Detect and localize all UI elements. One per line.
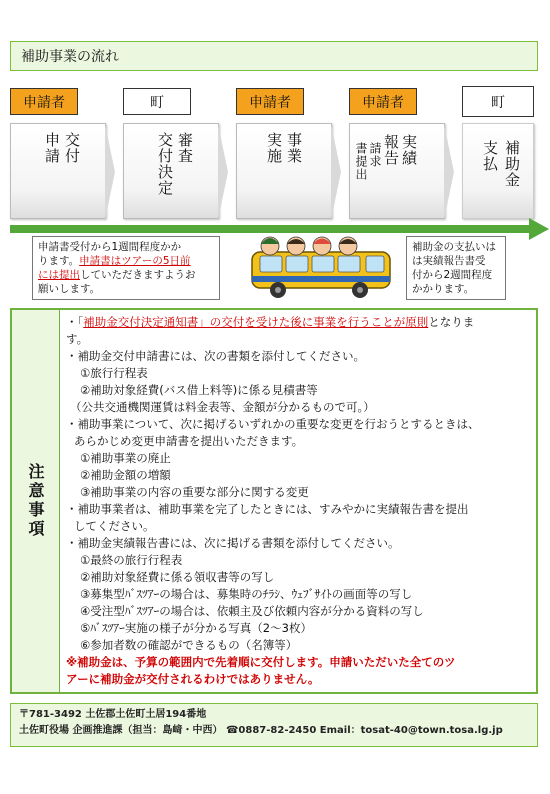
step-application-label-1: 交付 [63,132,81,164]
notice-p2-paren: （公共交通機関運賃は料金表等、金額が分かるもので可。） [70,400,375,414]
step-application-label-2: 申請 [43,132,61,164]
notice-p5-item-3: ③募集型ﾊﾞｽﾂｱｰの場合は、募集時のﾁﾗｼ、ｳｪﾌﾞｻｲﾄの画面等の写し [80,587,413,601]
notice-p3-item-3: ③補助事業の内容の重要な部分に関する変更 [80,485,309,499]
step-implementation [236,123,332,219]
notice-side-text: 注意事項 [26,463,45,539]
notice-p5: ・補助金実績報告書には、次に掲げる書類を添付してください。 [66,536,400,550]
note-left-line-2: ります。 [38,255,80,267]
notice-warning-line-2: アーに補助金が交付されるわけではありません。 [66,672,320,686]
notice-p4-line-1: ・補助事業者は、補助事業を完了したときには、すみやかに実績報告書を提出 [66,502,469,516]
step-report [349,123,445,219]
note-right-line-3: 付から2週間程度 [412,269,493,281]
notice-p5-item-5: ⑤ﾊﾞｽﾂｱｰ実施の様子が分かる写真（2～3枚） [80,621,312,635]
notice-p5-item-2: ②補助対象経費に係る領収書等の写し [80,570,275,584]
notice-p1-post: となりま [428,315,475,329]
notice-p3-item-2: ②補助金額の増額 [80,468,171,482]
notice-p3-line-1: ・補助事業について、次に掲げるいずれかの重要な変更を行おうとするときは、 [66,417,480,431]
note-right-line-1: 補助金の支払いは [412,241,496,253]
notice-p3-line-2: あらかじめ変更申請書を提出いただきます。 [74,434,304,448]
actor-town-1: 町 [123,88,191,115]
notice-p3-item-1: ①補助事業の廃止 [80,451,171,465]
step-payment-label-2: 支払 [481,140,499,172]
notice-p4-line-2: してください。 [74,519,155,533]
step-review-label-1: 審査 [176,132,194,164]
note-right-line-2: は実績報告書受 [412,255,486,267]
step-report-sub-2: 書提出 [354,142,368,181]
notice-p1-principle: 補助金交付決定通知書」の交付を受けた後に事業を行うことが原則 [83,315,429,329]
notice-side-label [12,310,60,692]
step-payment-label-1: 補助金 [503,140,521,188]
notice-p5-item-6: ⑥参加者数の確認ができるもの（名簿等） [80,638,298,652]
notice-p2-item-2: ②補助対象経費(バス借上料等)に係る見積書等 [80,383,318,397]
step-implementation-label-1: 事業 [285,132,303,164]
step-report-label-2: 報告 [382,134,400,166]
note-left-line-1: 申請書受付から1週間程度かか [38,241,182,253]
notice-p2-item-1: ①旅行行程表 [80,366,148,380]
step-application [10,123,106,219]
notice-p1-cont: す。 [66,332,89,346]
bus-illustration [248,232,396,302]
note-application-timing [32,236,220,300]
step-review [123,123,219,219]
notice-p1-pre: ・「 [66,315,84,329]
notice-p5-item-4: ④受注型ﾊﾞｽﾂｱｰの場合は、依頼主及び依頼内容が分かる資料の写し [80,604,424,618]
actor-applicant-2: 申請者 [236,88,304,115]
footer-address: 〒781-3492 土佐郡土佐町土居194番地 [19,709,207,720]
note-left-deadline-cont: には提出 [38,269,80,281]
step-report-label-1: 実績 [400,134,418,166]
step-report-sub-1: 請求 [368,142,382,168]
notice-p2: ・補助金交付申請書には、次の書類を添付してください。 [66,349,365,363]
note-left-line-3: していただきますようお [80,269,196,281]
contact-footer [10,703,538,747]
actor-town-2: 町 [462,86,534,117]
note-right-line-4: かかります。 [412,283,475,295]
notice-content [66,314,532,688]
section-title: 補助事業の流れ [10,41,538,71]
notice-p5-item-1: ①最終の旅行行程表 [80,553,183,567]
step-implementation-label-2: 実施 [265,132,283,164]
note-left-deadline: 申請書はツアーの5日前 [79,255,191,267]
note-payment-timing [406,236,506,300]
notice-warning-line-1: ※補助金は、予算の範囲内で先着順に交付します。申請いただいた全てのツ [66,655,456,669]
flow-arrow-head [529,218,549,240]
step-payment [462,123,534,219]
actor-applicant-3: 申請者 [349,88,417,115]
note-left-line-4: 願いします。 [38,283,101,295]
actor-applicant-1: 申請者 [10,88,78,115]
footer-contact: 土佐町役場 企画推進課（担当：島﨑・中西） ☎0887-82-2450 Email：tosat-40@town.tosa.lg.jp [19,725,503,736]
step-review-label-2: 交付決定 [156,132,174,196]
